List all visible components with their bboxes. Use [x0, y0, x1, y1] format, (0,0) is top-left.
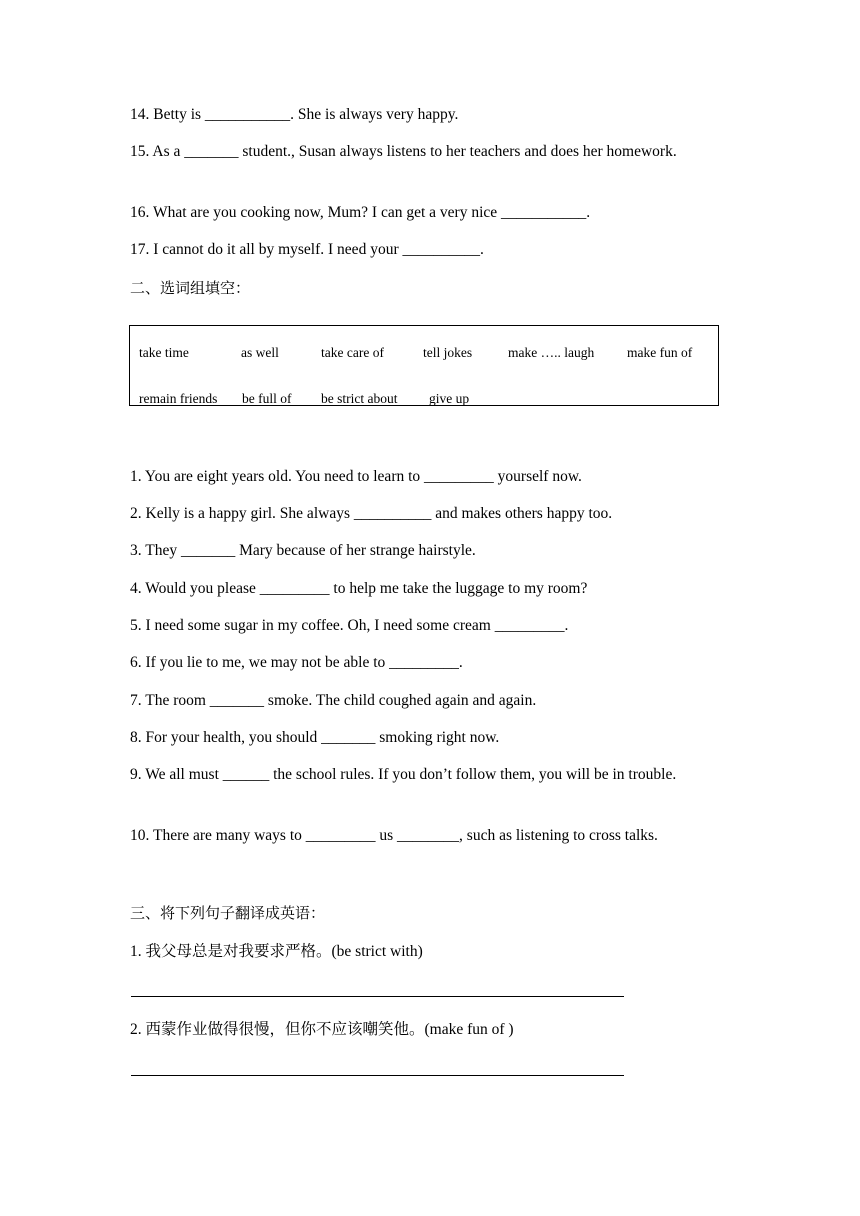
- word-box: [129, 325, 719, 406]
- word-option: give up: [429, 391, 470, 406]
- word-option: make ….. laugh: [508, 345, 595, 360]
- question-15: 15. As a _______ student., Susan always listens to her teachers and does her homework.: [130, 143, 677, 160]
- answer-line-1[interactable]: [131, 996, 624, 997]
- section-2-question-2: 2. Kelly is a happy girl. She always __________ and makes others happy too.: [130, 505, 613, 522]
- section-2-question-10: 10. There are many ways to _________ us ________, such as listening to cross talks.: [130, 827, 658, 844]
- section-2-question-6: 6. If you lie to me, we may not be able to _________.: [130, 654, 463, 671]
- word-option: tell jokes: [423, 345, 473, 360]
- word-option: take care of: [321, 345, 384, 360]
- word-option: as well: [241, 345, 279, 360]
- section-2-question-5: 5. I need some sugar in my coffee. Oh, I need some cream _________.: [130, 617, 569, 634]
- question-16: 16. What are you cooking now, Mum? I can get a very nice ___________.: [130, 204, 591, 221]
- word-option: take time: [139, 345, 189, 360]
- word-option: make fun of: [627, 345, 693, 360]
- section-2-question-4: 4. Would you please _________ to help me take the luggage to my room?: [130, 580, 588, 597]
- word-option: be full of: [242, 391, 292, 406]
- question-17: 17. I cannot do it all by myself. I need your __________.: [130, 241, 484, 258]
- answer-line-2[interactable]: [131, 1075, 624, 1076]
- section-2-question-8: 8. For your health, you should _______ smoking right now.: [130, 729, 500, 746]
- word-box-row-1: [130, 342, 718, 364]
- word-option: remain friends: [139, 391, 218, 406]
- question-14: 14. Betty is ___________. She is always very happy.: [130, 106, 459, 123]
- section-2-question-9: 9. We all must ______ the school rules. If you don’t follow them, you will be in trouble.: [130, 766, 677, 783]
- translation-question-2: 2. 西蒙作业做得很慢，但你不应该嘲笑他。(make fun of ): [130, 1021, 514, 1038]
- section-2-question-1: 1. You are eight years old. You need to learn to _________ yourself now.: [130, 468, 582, 485]
- section-3-heading: 三、将下列句子翻译成英语：: [130, 904, 326, 922]
- section-2-question-3: 3. They _______ Mary because of her strange hairstyle.: [130, 542, 476, 559]
- word-box-row-2: [130, 388, 718, 406]
- section-2-question-7: 7. The room _______ smoke. The child coughed again and again.: [130, 692, 537, 709]
- section-2-heading: 二、选词组填空：: [130, 279, 251, 297]
- word-option: be strict about: [321, 391, 398, 406]
- translation-question-1: 1. 我父母总是对我要求严格。(be strict with): [130, 943, 423, 960]
